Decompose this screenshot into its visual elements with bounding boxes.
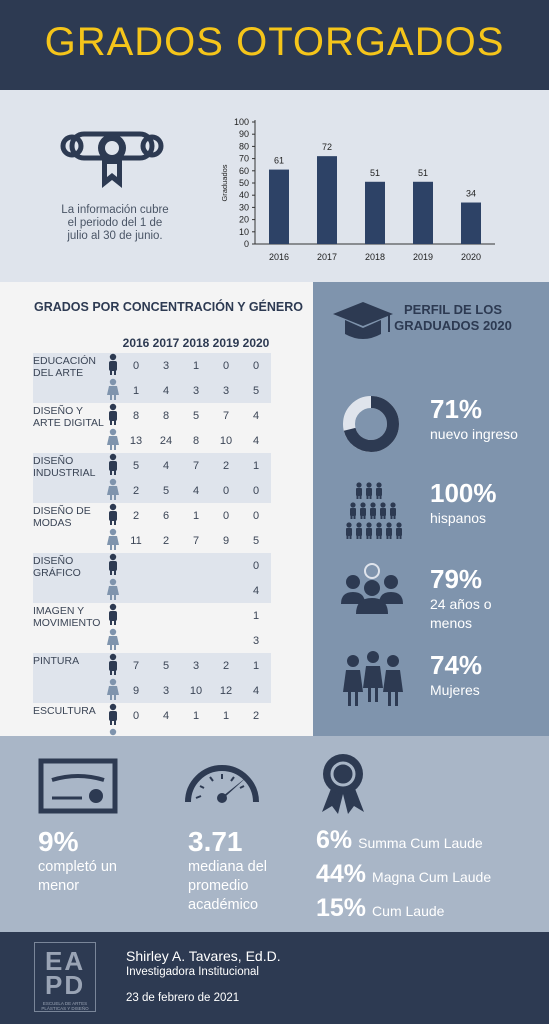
group-icon <box>339 562 405 614</box>
y-tick-label: 40 <box>238 190 249 201</box>
bar-2019 <box>413 182 433 244</box>
table-cell: 1 <box>241 453 271 478</box>
table-cell: 7 <box>181 453 211 478</box>
table-cell: 4 <box>151 378 181 403</box>
honor-pct: 44% <box>316 860 367 888</box>
page-title: GRADOS OTORGADOS <box>44 20 505 64</box>
stat-pct: 100% <box>430 478 497 508</box>
table-cell: 7 <box>222 409 230 422</box>
table-row-male <box>33 603 271 628</box>
concentration-label: IMAGEN Y MOVIMIENTO <box>33 605 101 629</box>
table-row-male <box>33 703 271 728</box>
honor-label: Magna Cum Laude <box>372 869 492 885</box>
bar-2016 <box>269 170 289 244</box>
table-cell: 5 <box>151 478 181 503</box>
minor-label: completó un menor <box>38 859 117 894</box>
female-icon <box>105 628 121 653</box>
profile-title: PERFIL DE LOS GRADUADOS 2020 <box>394 302 512 333</box>
table-cell: 24 <box>159 434 173 447</box>
logo-text: ESCUELA DE ARTES PLÁSTICAS Y DISEÑO <box>41 1001 89 1011</box>
table-cell: 8 <box>132 409 140 422</box>
table-cell: 2 <box>252 709 260 722</box>
table-cell: 11 <box>130 534 142 547</box>
y-tick-label: 20 <box>238 214 249 225</box>
intro-section <box>0 90 549 282</box>
table-cell: 4 <box>252 409 260 422</box>
table-cell: 1 <box>241 653 271 678</box>
crowd-icon <box>343 480 405 540</box>
table-cell: 3 <box>151 353 181 378</box>
honor-summa <box>316 826 483 855</box>
table-cell: 10 <box>181 678 211 703</box>
concentration-title: GRADOS POR CONCENTRACIÓN Y GÉNERO <box>34 300 304 314</box>
stat-label: Mujeres <box>430 682 480 698</box>
table-cell: 4 <box>241 678 271 703</box>
x-tick-label: 2020 <box>460 252 482 262</box>
table-cell: 12 <box>211 678 241 703</box>
table-cell: 5 <box>252 534 260 547</box>
bar-2018 <box>365 182 385 244</box>
stat-hispanic <box>430 478 497 528</box>
table-cell <box>181 603 211 628</box>
author-name: Shirley A. Tavares, Ed.D. <box>126 948 281 964</box>
table-cell: 2 <box>121 478 151 503</box>
table-cell <box>211 578 241 603</box>
y-tick-label: 50 <box>238 178 249 188</box>
y-tick-label: 10 <box>238 226 249 237</box>
honor-cum <box>316 894 444 923</box>
table-cell: 9 <box>121 678 151 703</box>
male-icon <box>105 653 121 678</box>
table-cell <box>181 628 211 653</box>
table-row-male <box>33 553 271 578</box>
table-cell <box>211 603 241 628</box>
male-icon <box>105 503 121 528</box>
table-cell: 2 <box>211 653 241 678</box>
table-cell: 9 <box>222 534 230 547</box>
footer <box>0 932 549 1024</box>
x-tick-label: 2018 <box>364 252 386 262</box>
concentration-label: EDUCACIÓN DEL ARTE <box>33 353 105 403</box>
profile-section <box>313 282 549 736</box>
donut-chart-icon <box>341 394 401 454</box>
y-tick-label: 90 <box>238 129 249 140</box>
table-cell: 1 <box>192 509 200 522</box>
logo-letters: EAPD <box>45 946 86 1000</box>
table-cell: 1 <box>252 609 260 622</box>
data-label: 72 <box>321 142 333 153</box>
y-tick-label: 80 <box>238 141 249 152</box>
female-icon <box>105 378 121 403</box>
table-cell: 0 <box>241 553 271 578</box>
table-cell: 2 <box>132 509 140 522</box>
table-cell <box>151 628 181 653</box>
x-tick-label: 2017 <box>316 252 338 262</box>
table-cell: 3 <box>211 378 241 403</box>
graduates-bar-chart <box>215 112 505 272</box>
male-icon <box>105 453 121 478</box>
honor-label: Cum Laude <box>372 903 445 919</box>
bar-2017 <box>317 156 337 244</box>
male-icon <box>105 403 121 428</box>
year-header: 2019 <box>212 335 240 350</box>
male-icon <box>105 603 121 628</box>
x-tick-label: 2016 <box>268 252 290 262</box>
gpa-label: mediana del promedio académico <box>188 859 267 913</box>
table-cell: 3 <box>181 378 211 403</box>
table-cell: 5 <box>151 653 181 678</box>
gpa-value: 3.71 <box>188 826 243 857</box>
table-cell: 3 <box>181 653 211 678</box>
table-cell: 4 <box>162 709 170 722</box>
table-cell <box>151 553 181 578</box>
table-cell: 0 <box>211 353 241 378</box>
data-label: 51 <box>417 167 429 178</box>
table-row-male <box>33 653 271 678</box>
table-cell: 0 <box>211 478 241 503</box>
table-cell: 1 <box>192 709 200 722</box>
data-label: 34 <box>465 188 477 199</box>
concentration-section <box>0 282 313 736</box>
table-row-male <box>33 503 271 528</box>
honor-magna <box>316 860 491 889</box>
table-cell: 0 <box>241 353 271 378</box>
table-cell: 2 <box>211 453 241 478</box>
table-cell: 1 <box>181 353 211 378</box>
stat-label: nuevo ingreso <box>430 426 518 442</box>
honor-pct: 15% <box>316 894 367 922</box>
table-cell: 4 <box>181 478 211 503</box>
female-icon <box>105 528 121 553</box>
table-cell: 4 <box>241 578 271 603</box>
year-header: 2016 <box>122 335 150 350</box>
female-icon <box>105 578 121 603</box>
table-row-male <box>33 453 271 478</box>
honor-pct: 6% <box>316 826 353 854</box>
female-icon <box>105 678 121 703</box>
table-cell: 4 <box>151 453 181 478</box>
concentration-label: DISEÑO Y ARTE DIGITAL <box>33 405 104 429</box>
author-role: Investigadora Institucional <box>126 966 259 978</box>
table-cell: 2 <box>162 534 170 547</box>
table-cell: 6 <box>162 509 170 522</box>
table-cell <box>211 553 241 578</box>
table-cell <box>211 628 241 653</box>
y-tick-label: 70 <box>238 153 249 164</box>
year-header: 2020 <box>242 335 270 350</box>
y-tick-label: 30 <box>238 202 249 213</box>
table-cell: 3 <box>151 678 181 703</box>
table-cell: 4 <box>252 434 260 447</box>
stat-new-entry <box>430 394 518 444</box>
male-icon <box>105 703 121 728</box>
table-cell: 1 <box>222 709 230 722</box>
y-tick-label: 60 <box>238 165 249 176</box>
data-label: 61 <box>273 155 285 166</box>
y-tick-label: 0 <box>243 239 249 249</box>
certificate-icon <box>38 758 118 814</box>
table-cell: 0 <box>252 509 260 522</box>
table-cell <box>121 553 151 578</box>
table-cell: 5 <box>121 453 151 478</box>
stat-label: hispanos <box>430 510 487 526</box>
male-icon <box>105 553 121 578</box>
women-icon <box>341 648 405 708</box>
female-icon <box>105 428 121 453</box>
stat-women <box>430 650 482 700</box>
gauge-icon <box>182 758 262 806</box>
female-icon <box>105 478 121 503</box>
x-tick-label: 2019 <box>412 252 434 262</box>
minor-pct: 9% <box>38 826 79 857</box>
stat-pct: 79% <box>430 564 483 594</box>
data-label: 51 <box>369 167 381 178</box>
concentration-label: PINTURA <box>33 653 105 703</box>
table-cell: 5 <box>192 409 200 422</box>
honor-label: Summa Cum Laude <box>358 835 483 851</box>
award-ribbon-icon <box>316 750 370 816</box>
table-cell: 0 <box>241 478 271 503</box>
table-row-male <box>33 353 271 378</box>
y-axis-label: Graduados <box>220 164 229 202</box>
concentration-label: DISEÑO GRÁFICO <box>33 553 105 603</box>
male-icon <box>105 353 121 378</box>
diploma-icon <box>58 128 166 194</box>
table-row-male <box>33 403 271 428</box>
year-header-row <box>33 332 271 353</box>
concentration-label: ESCULTURA <box>33 705 96 717</box>
stat-label: 24 años o menos <box>430 596 492 631</box>
table-cell <box>121 603 151 628</box>
table-cell: 7 <box>121 653 151 678</box>
table-cell: 3 <box>252 634 260 647</box>
y-tick-label: 100 <box>233 117 249 127</box>
table-cell: 0 <box>132 709 140 722</box>
concentration-label: DISEÑO DE MODAS <box>33 505 91 529</box>
year-header: 2018 <box>182 335 210 350</box>
table-cell: 10 <box>219 434 233 447</box>
table-cell: 13 <box>129 434 143 447</box>
bar-2020 <box>461 203 481 244</box>
table-cell <box>121 578 151 603</box>
table-cell <box>151 578 181 603</box>
header <box>0 0 549 90</box>
table-cell <box>151 603 181 628</box>
report-date: 23 de febrero de 2021 <box>126 992 240 1004</box>
table-cell: 8 <box>192 434 200 447</box>
bottom-section <box>0 736 549 932</box>
table-cell: 0 <box>121 353 151 378</box>
stat-age <box>430 564 520 633</box>
stat-pct: 74% <box>430 650 483 680</box>
stat-pct: 71% <box>430 394 483 424</box>
table-cell <box>121 628 151 653</box>
table-cell: 7 <box>192 534 200 547</box>
table-cell: 0 <box>222 509 230 522</box>
school-logo <box>34 942 96 1012</box>
period-note: La información cubre el periodo del 1 de julio al 30 de junio. <box>61 204 169 242</box>
table-cell <box>181 553 211 578</box>
table-cell: 5 <box>241 378 271 403</box>
year-header: 2017 <box>152 335 180 350</box>
table-cell <box>181 578 211 603</box>
table-cell: 1 <box>121 378 151 403</box>
concentration-label: DISEÑO INDUSTRIAL <box>33 453 105 503</box>
table-cell: 8 <box>162 409 170 422</box>
